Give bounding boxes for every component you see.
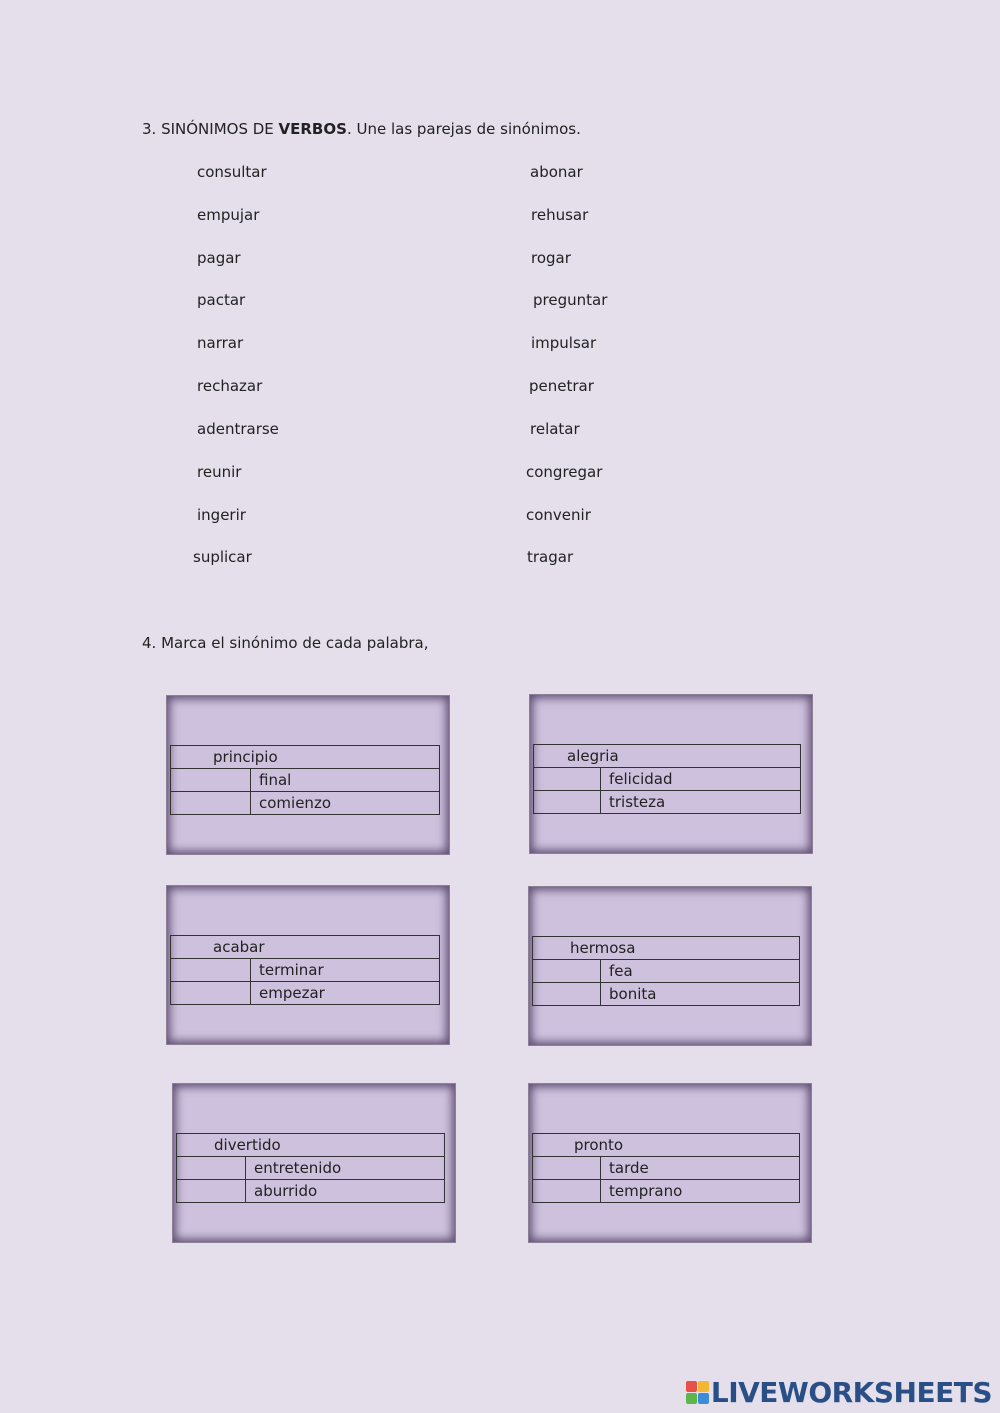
left-word[interactable]: pactar [197,291,246,309]
checkbox-cell[interactable] [533,1157,601,1180]
option-label[interactable]: entretenido [246,1157,445,1180]
exercise-4-title: 4. Marca el sinónimo de cada palabra, [142,634,429,652]
synonym-box [166,695,450,855]
checkbox-cell[interactable] [533,1180,601,1203]
checkbox-cell[interactable] [177,1180,246,1203]
right-word[interactable]: rogar [531,249,571,267]
option-label[interactable]: aburrido [246,1180,445,1203]
right-word[interactable]: rehusar [531,206,589,224]
exercise-3-title [142,120,581,138]
checkbox-cell[interactable] [171,959,251,982]
logo-text: LIVEWORKSHEETS [710,1376,992,1409]
synonym-table [532,1133,800,1203]
checkbox-cell[interactable] [533,960,601,983]
checkbox-cell[interactable] [534,791,601,814]
left-word[interactable]: rechazar [197,377,263,395]
right-word[interactable]: preguntar [533,291,608,309]
left-word[interactable]: reunir [197,463,242,481]
synonym-box [529,694,813,854]
right-word[interactable]: relatar [530,420,580,438]
option-label[interactable]: tristeza [601,791,801,814]
exercise-3-title-suffix: . Une las parejas de sinónimos. [346,120,581,138]
target-word: pronto [533,1134,800,1157]
target-word: alegria [534,745,801,768]
logo-square [698,1393,709,1404]
checkbox-cell[interactable] [171,792,251,815]
left-word[interactable]: adentrarse [197,420,279,438]
synonym-table [170,935,440,1005]
right-word[interactable]: penetrar [529,377,594,395]
option-label[interactable]: comienzo [251,792,440,815]
checkbox-cell[interactable] [177,1157,246,1180]
left-word[interactable]: ingerir [197,506,246,524]
synonym-box [528,1083,812,1243]
left-word[interactable]: narrar [197,334,244,352]
target-word: principio [171,746,440,769]
target-word: hermosa [533,937,800,960]
synonym-box [166,885,450,1045]
option-label[interactable]: fea [601,960,800,983]
liveworksheets-logo-icon [686,1381,709,1404]
option-label[interactable]: temprano [601,1180,800,1203]
checkbox-cell[interactable] [171,982,251,1005]
left-word[interactable]: empujar [197,206,260,224]
option-label[interactable]: terminar [251,959,440,982]
exercise-3-title-bold: VERBOS [278,120,347,138]
right-word[interactable]: convenir [526,506,591,524]
left-word[interactable]: suplicar [193,548,252,566]
synonym-box [528,886,812,1046]
synonym-table [532,936,800,1006]
option-label[interactable]: final [251,769,440,792]
target-word: divertido [177,1134,445,1157]
right-word[interactable]: abonar [530,163,583,181]
option-label[interactable]: felicidad [601,768,801,791]
exercise-3-title-prefix: 3. SINÓNIMOS DE [142,120,279,138]
synonym-table [533,744,801,814]
option-label[interactable]: empezar [251,982,440,1005]
checkbox-cell[interactable] [171,769,251,792]
synonym-table [176,1133,445,1203]
logo-square [698,1381,709,1392]
right-word[interactable]: impulsar [531,334,597,352]
right-word[interactable]: congregar [526,463,603,481]
option-label[interactable]: tarde [601,1157,800,1180]
synonym-box [172,1083,456,1243]
logo-square [686,1381,697,1392]
logo-square [686,1393,697,1404]
left-word[interactable]: consultar [197,163,267,181]
checkbox-cell[interactable] [533,983,601,1006]
checkbox-cell[interactable] [534,768,601,791]
left-word[interactable]: pagar [197,249,241,267]
right-word[interactable]: tragar [527,548,574,566]
option-label[interactable]: bonita [601,983,800,1006]
target-word: acabar [171,936,440,959]
synonym-table [170,745,440,815]
liveworksheets-logo[interactable] [686,1376,992,1409]
